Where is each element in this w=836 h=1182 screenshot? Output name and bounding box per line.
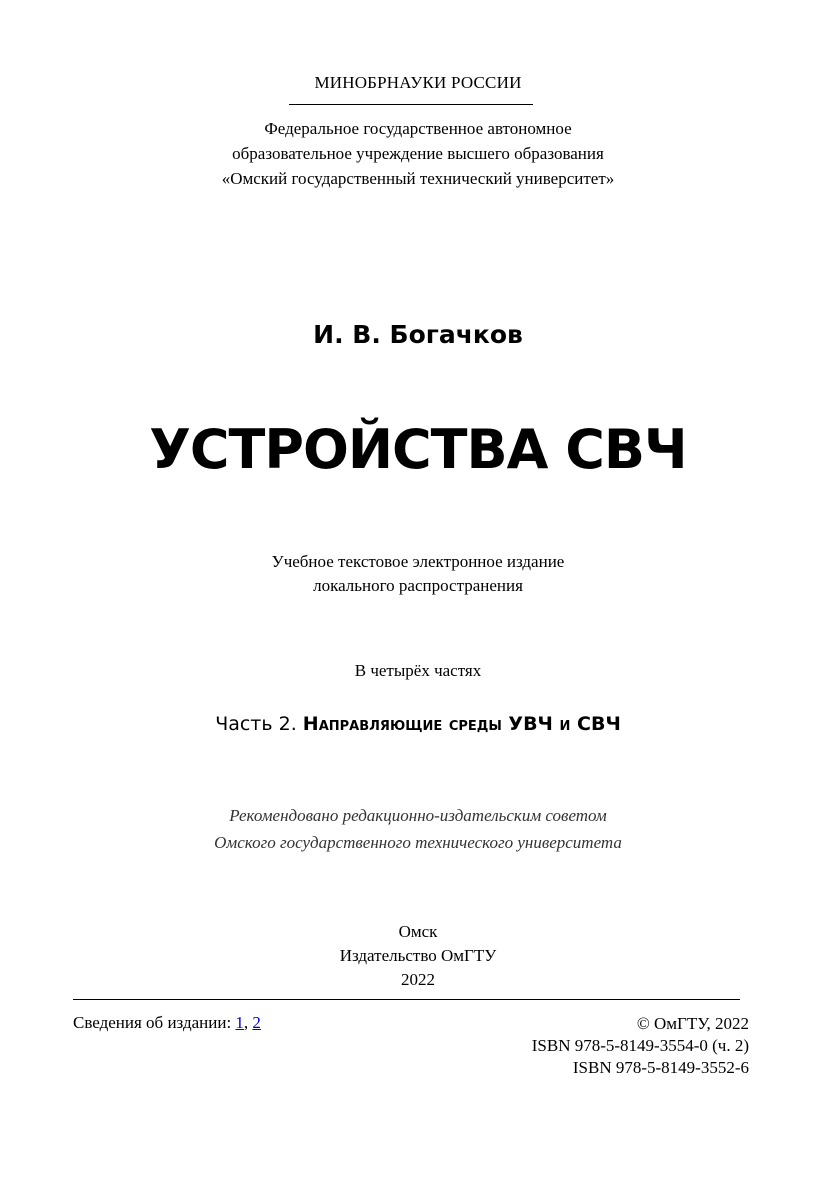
edition-line: локального распространения: [313, 576, 523, 595]
author-name: И. В. Богачков: [313, 320, 523, 349]
edition-info: [73, 1013, 261, 1033]
copyright: © ОмГТУ, 2022: [636, 1014, 749, 1033]
book-title: УСТРОЙСТВА СВЧ: [149, 418, 687, 481]
institution-line: «Омский государственный технический университет»: [221, 169, 615, 188]
imprint: [0, 920, 836, 992]
edition-info-link-2[interactable]: 2: [252, 1013, 261, 1032]
isbn-full: ISBN 978-5-8149-3552-6: [572, 1058, 749, 1077]
part-name: Направляющие среды УВЧ и СВЧ: [302, 713, 621, 735]
rights-block: [532, 1013, 749, 1079]
imprint-year: 2022: [401, 970, 435, 989]
footer-divider: [73, 999, 740, 1000]
institution-line: образовательное учреждение высшего образования: [232, 144, 604, 163]
edition-line: Учебное текстовое электронное издание: [271, 552, 565, 571]
ministry-divider: [289, 104, 533, 105]
parts-count: В четырёх частях: [354, 661, 482, 680]
institution-name: [0, 116, 836, 191]
part-title: [0, 713, 836, 735]
isbn-part: ISBN 978-5-8149-3554-0 (ч. 2): [531, 1036, 749, 1055]
recommendation-line: Омского государственного технического университета: [214, 833, 622, 852]
recommendation: [0, 802, 836, 856]
part-prefix: Часть 2.: [215, 713, 297, 735]
edition-description: [0, 550, 836, 598]
imprint-city: Омск: [398, 922, 438, 941]
institution-line: Федеральное государственное автономное: [264, 119, 572, 138]
imprint-publisher: Издательство ОмГТУ: [339, 946, 497, 965]
recommendation-line: Рекомендовано редакционно-издательским советом: [229, 806, 607, 825]
edition-info-link-1[interactable]: 1: [235, 1013, 244, 1032]
link-separator: ,: [243, 1013, 249, 1032]
edition-info-label: Сведения об издании:: [73, 1013, 232, 1032]
ministry-name: МИНОБРНАУКИ РОССИИ: [314, 73, 522, 92]
